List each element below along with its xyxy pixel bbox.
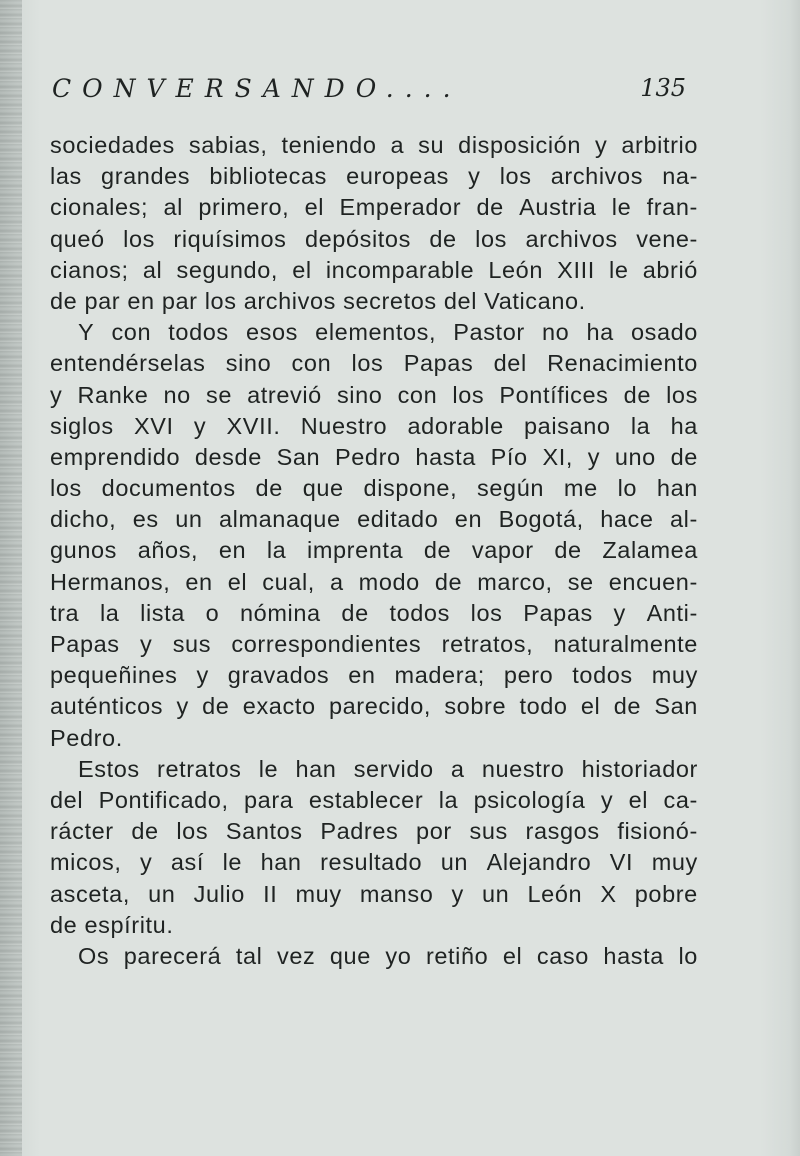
page-binding-edge [0,0,22,1156]
text-line: micos, y así le han resultado un Alejandro VI muy [50,849,698,876]
text-line: cionales; al primero, el Emperador de Austria le fran- [50,194,698,221]
text-line: entendérselas sino con los Papas del Renacimiento [50,350,698,377]
text-line: los documentos de que dispone, según me lo han [50,475,698,502]
text-line: queó los riquísimos depósitos de los archivos vene- [50,225,698,252]
text-line: y Ranke no se atrevió sino con los Pontífices de los [50,381,698,408]
text-line: gunos años, en la imprenta de vapor de Zalamea [50,537,698,564]
text-line: dicho, es un almanaque editado en Bogotá, hace al- [50,506,698,533]
text-line: siglos XVI y XVII. Nuestro adorable paisano la ha [50,412,698,439]
text-line: Y con todos esos elementos, Pastor no ha osado [78,319,698,346]
text-line: Estos retratos le han servido a nuestro historiador [78,755,698,782]
text-line: emprendido desde San Pedro hasta Pío XI, y uno de [50,443,698,470]
page-number: 135 [640,74,686,102]
text-line: pequeñines y gravados en madera; pero todos muy [50,662,698,689]
text-line: las grandes bibliotecas europeas y los archivos na- [50,163,698,190]
text-line: auténticos y de exacto parecido, sobre todo el de San [50,693,698,720]
text-line: cianos; al segundo, el incomparable León XIII le abrió [50,256,698,283]
text-line: de par en par los archivos secretos del Vaticano. [50,287,586,314]
text-line: Pedro. [50,724,123,751]
text-line: Os parecerá tal vez que yo retiño el caso hasta lo [78,942,698,969]
body-text [50,130,698,972]
text-line: Hermanos, en el cual, a modo de marco, se encuen- [50,568,698,595]
text-line: Papas y sus correspondientes retratos, naturalmente [50,631,698,657]
text-line: rácter de los Santos Padres por sus rasgos fisionó- [50,818,698,845]
text-line: tra la lista o nómina de todos los Papas y Anti- [50,599,698,626]
text-line: de espíritu. [50,911,174,938]
text-line: asceta, un Julio II muy manso y un León X pobre [50,880,698,907]
page-header [40,72,686,112]
text-line: sociedades sabias, teniendo a su disposición y arbitrio [50,132,698,158]
running-title: CONVERSANDO.... [52,74,462,103]
text-line: del Pontificado, para establecer la psicología y el ca- [50,786,698,813]
